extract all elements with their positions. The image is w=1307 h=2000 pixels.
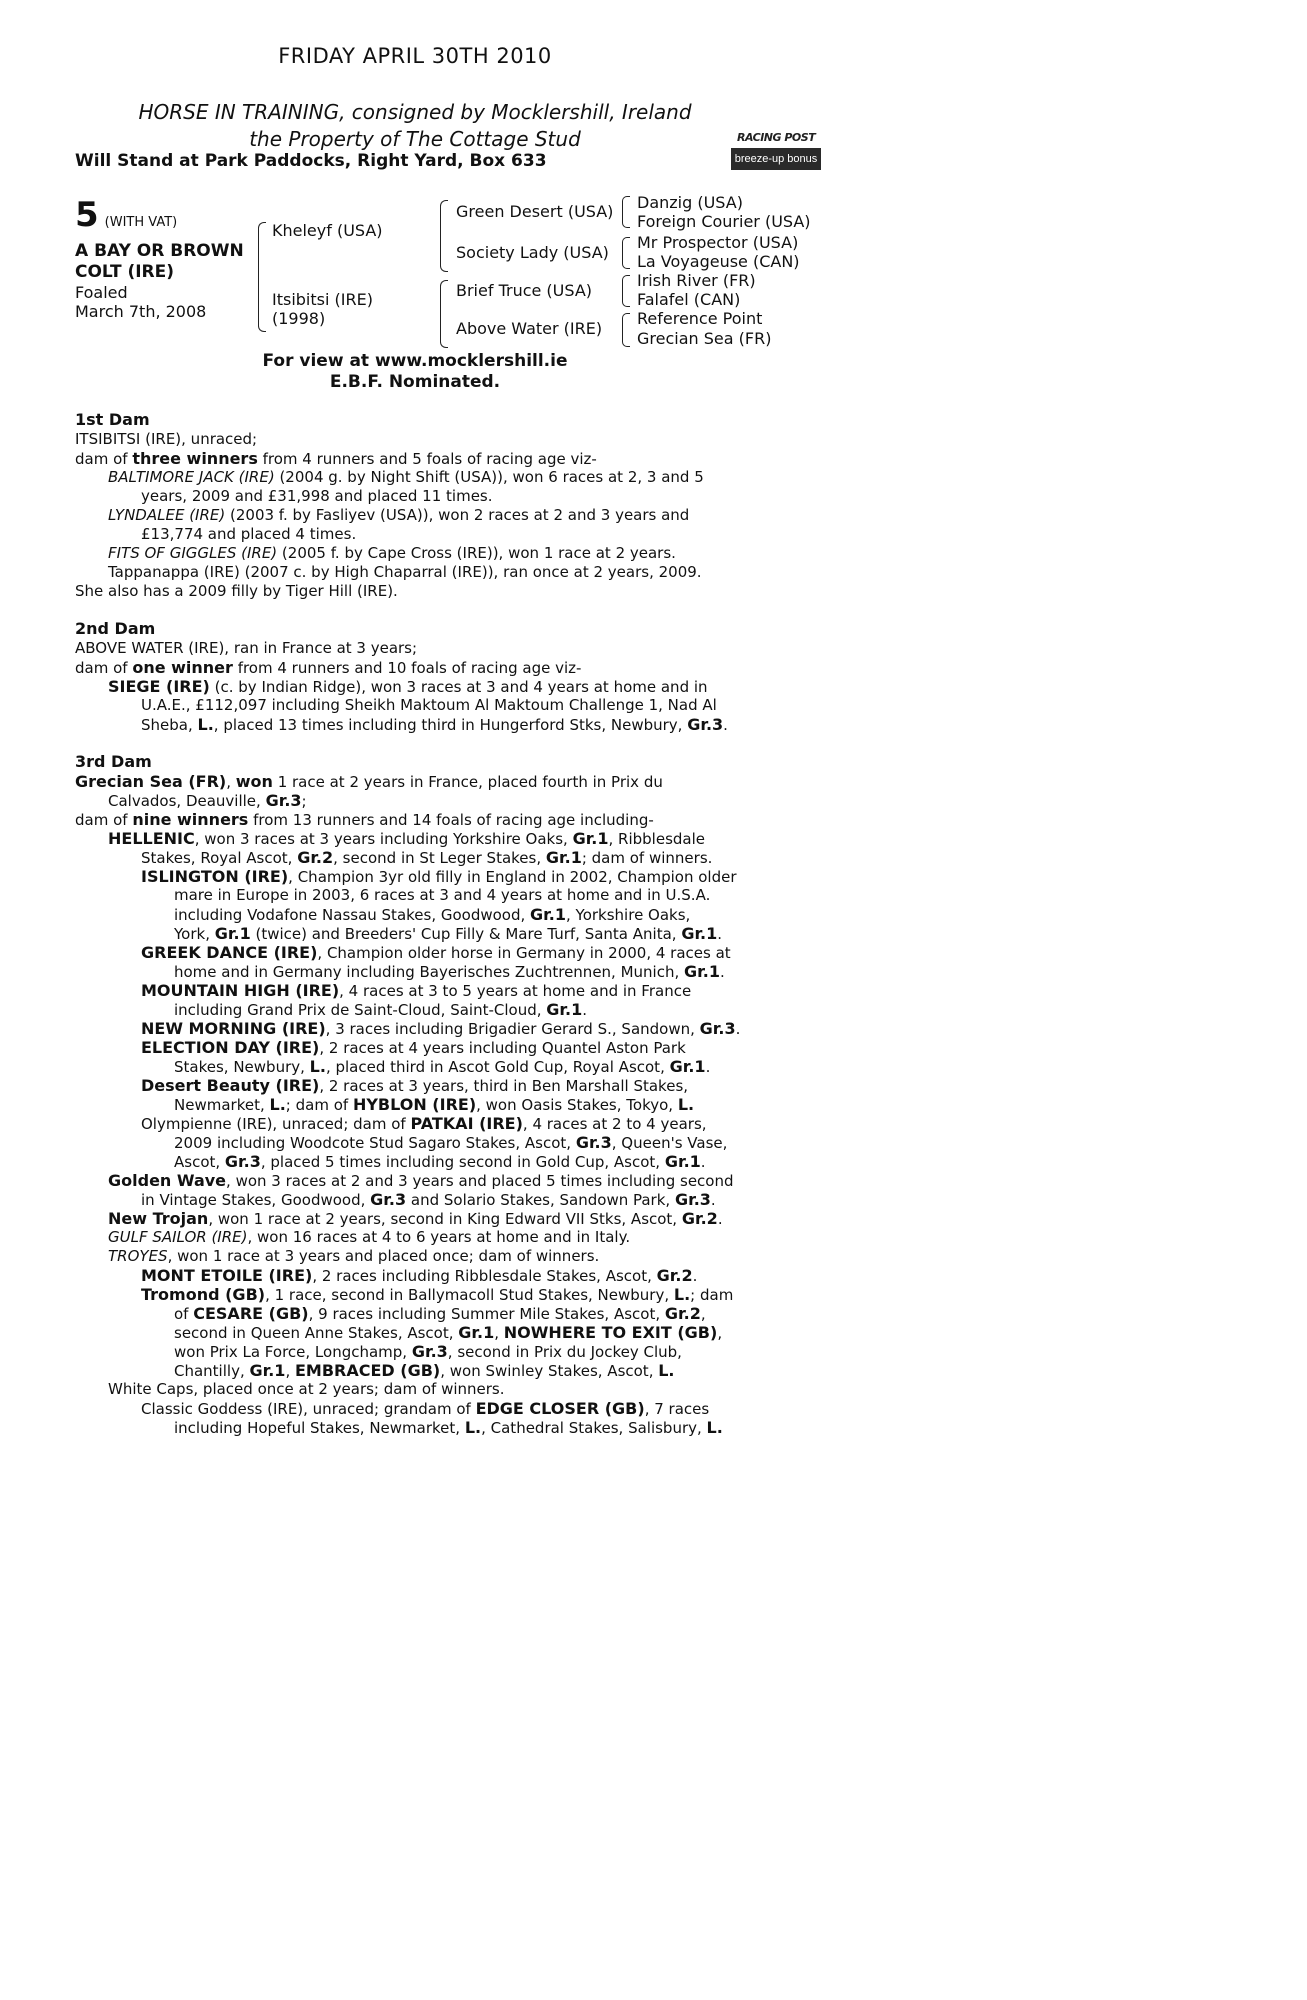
pedigree-brace-dam xyxy=(440,280,448,348)
produce-line: Sheba, L., placed 13 times including third in Hungerford Stks, Newbury, Gr.3. xyxy=(141,715,728,734)
section-heading: 3rd Dam xyxy=(75,752,152,771)
pedigree-sire-dam: Society Lady (USA) xyxy=(456,243,609,262)
produce-line: LYNDALEE (IRE) (2003 f. by Fasliyev (USA)), won 2 races at 2 and 3 years and xyxy=(108,506,690,524)
produce-line: U.A.E., £112,097 including Sheikh Maktoum Al Maktoum Challenge 1, Nad Al xyxy=(141,696,717,714)
pedigree-sds: Mr Prospector (USA) xyxy=(637,233,799,252)
foaled-label: Foaled xyxy=(75,283,128,302)
pedigree-brace-ds xyxy=(622,275,630,307)
produce-line: FITS OF GIGGLES (IRE) (2005 f. by Cape Cross (IRE)), won 1 race at 2 years. xyxy=(108,544,676,562)
produce-line: in Vintage Stakes, Goodwood, Gr.3 and Solario Stakes, Sandown Park, Gr.3. xyxy=(141,1190,716,1209)
lot-description-line2: COLT (IRE) xyxy=(75,262,175,282)
produce-line: including Grand Prix de Saint-Cloud, Saint-Cloud, Gr.1. xyxy=(174,1000,588,1019)
produce-line: Olympienne (IRE), unraced; dam of PATKAI (IRE), 4 races at 2 to 4 years, xyxy=(141,1114,707,1133)
pedigree-dss: Irish River (FR) xyxy=(637,271,756,290)
produce-line: Golden Wave, won 3 races at 2 and 3 years and placed 5 times including second xyxy=(108,1171,734,1190)
pedigree-brace-ss xyxy=(622,196,630,228)
produce-line: home and in Germany including Bayerisches Zuchtrennen, Munich, Gr.1. xyxy=(174,962,725,981)
dam-line: ITSIBITSI (IRE), unraced; xyxy=(75,430,258,448)
produce-line: SIEGE (IRE) (c. by Indian Ridge), won 3 races at 3 and 4 years at home and in xyxy=(108,677,708,696)
sale-date: FRIDAY APRIL 30TH 2010 xyxy=(278,44,552,68)
pedigree-brace-main xyxy=(258,222,266,332)
pedigree-sire-sire: Green Desert (USA) xyxy=(456,202,614,221)
produce-line: MONT ETOILE (IRE), 2 races including Ribblesdale Stakes, Ascot, Gr.2. xyxy=(141,1266,698,1285)
vat-note: (WITH VAT) xyxy=(104,215,178,230)
produce-line: New Trojan, won 1 race at 2 years, second in King Edward VII Stks, Ascot, Gr.2. xyxy=(108,1209,723,1228)
produce-line: GULF SAILOR (IRE), won 16 races at 4 to 6 years at home and in Italy. xyxy=(108,1228,631,1246)
pedigree-brace-sire xyxy=(440,200,448,272)
produce-line: £13,774 and placed 4 times. xyxy=(141,525,357,543)
property-line: the Property of The Cottage Stud xyxy=(249,127,581,151)
ebf-note: E.B.F. Nominated. xyxy=(329,372,501,392)
pedigree-ssd: Foreign Courier (USA) xyxy=(637,212,811,231)
produce-line: including Hopeful Stakes, Newmarket, L., Cathedral Stakes, Salisbury, L. xyxy=(174,1418,723,1437)
produce-line: Tromond (GB), 1 race, second in Ballymacoll Stud Stakes, Newbury, L.; dam xyxy=(141,1285,734,1304)
dam-record-line: dam of one winner from 4 runners and 10 foals of racing age viz- xyxy=(75,658,582,677)
pedigree-brace-dd xyxy=(622,313,630,347)
produce-line: 2009 including Woodcote Stud Sagaro Stakes, Ascot, Gr.3, Queen's Vase, xyxy=(174,1133,728,1152)
produce-line: second in Queen Anne Stakes, Ascot, Gr.1, NOWHERE TO EXIT (GB), xyxy=(174,1323,723,1342)
produce-line: TROYES, won 1 race at 3 years and placed once; dam of winners. xyxy=(108,1247,600,1265)
produce-line: Newmarket, L.; dam of HYBLON (IRE), won Oasis Stakes, Tokyo, L. xyxy=(174,1095,695,1114)
pedigree-dsd: Falafel (CAN) xyxy=(637,290,741,309)
dam-line: ABOVE WATER (IRE), ran in France at 3 years; xyxy=(75,639,418,657)
racing-post-logo-text: RACING POST xyxy=(737,131,816,144)
produce-line: ISLINGTON (IRE), Champion 3yr old filly in England in 2002, Champion older xyxy=(141,867,737,886)
section-heading: 2nd Dam xyxy=(75,619,156,638)
pedigree-sss: Danzig (USA) xyxy=(637,193,743,212)
dam-record-line: dam of nine winners from 13 runners and 14 foals of racing age including- xyxy=(75,810,654,829)
produce-line: NEW MORNING (IRE), 3 races including Brigadier Gerard S., Sandown, Gr.3. xyxy=(141,1019,741,1038)
produce-line: Chantilly, Gr.1, EMBRACED (GB), won Swinley Stakes, Ascot, L. xyxy=(174,1361,675,1380)
pedigree-chart xyxy=(0,0,830,350)
consignment-line: HORSE IN TRAINING, consigned by Mocklershill, Ireland xyxy=(138,100,692,124)
produce-line: mare in Europe in 2003, 6 races at 3 and 4 years at home and in U.S.A. xyxy=(174,886,711,904)
dam-record-line: dam of three winners from 4 runners and 5 foals of racing age viz- xyxy=(75,449,597,468)
lot-description-line1: A BAY OR BROWN xyxy=(75,241,244,261)
foaled-date: March 7th, 2008 xyxy=(75,302,207,321)
produce-line: including Vodafone Nassau Stakes, Goodwood, Gr.1, Yorkshire Oaks, xyxy=(174,905,691,924)
pedigree-sdd: La Voyageuse (CAN) xyxy=(637,252,800,271)
produce-line: GREEK DANCE (IRE), Champion older horse in Germany in 2000, 4 races at xyxy=(141,943,731,962)
produce-line: won Prix La Force, Longchamp, Gr.3, second in Prix du Jockey Club, xyxy=(174,1342,682,1361)
produce-line: ELECTION DAY (IRE), 2 races at 4 years including Quantel Aston Park xyxy=(141,1038,686,1057)
produce-line: She also has a 2009 filly by Tiger Hill (IRE). xyxy=(75,582,398,600)
lot-number: 5 xyxy=(75,195,99,235)
pedigree-ddd: Grecian Sea (FR) xyxy=(637,329,772,348)
produce-line: White Caps, placed once at 2 years; dam of winners. xyxy=(108,1380,505,1398)
breeze-up-bonus-badge: breeze-up bonus xyxy=(731,148,821,170)
produce-line: Ascot, Gr.3, placed 5 times including second in Gold Cup, Ascot, Gr.1. xyxy=(174,1152,706,1171)
produce-line: HELLENIC, won 3 races at 3 years including Yorkshire Oaks, Gr.1, Ribblesdale xyxy=(108,829,706,848)
produce-line: MOUNTAIN HIGH (IRE), 4 races at 3 to 5 years at home and in France xyxy=(141,981,692,1000)
produce-line: Tappanappa (IRE) (2007 c. by High Chaparral (IRE)), ran once at 2 years, 2009. xyxy=(108,563,702,581)
produce-line: BALTIMORE JACK (IRE) (2004 g. by Night Shift (USA)), won 6 races at 2, 3 and 5 xyxy=(108,468,704,486)
pedigree-brace-sd xyxy=(622,237,630,269)
stand-location: Will Stand at Park Paddocks, Right Yard, Box 633 xyxy=(75,151,547,171)
produce-line: Desert Beauty (IRE), 2 races at 3 years, third in Ben Marshall Stakes, xyxy=(141,1076,689,1095)
pedigree-dam-sire: Brief Truce (USA) xyxy=(456,281,593,300)
produce-line: Stakes, Royal Ascot, Gr.2, second in St Leger Stakes, Gr.1; dam of winners. xyxy=(141,848,713,867)
view-note: For view at www.mocklershill.ie xyxy=(262,351,568,371)
produce-line: Classic Goddess (IRE), unraced; grandam of EDGE CLOSER (GB), 7 races xyxy=(141,1399,710,1418)
pedigree-dds: Reference Point xyxy=(637,309,763,328)
produce-line: years, 2009 and £31,998 and placed 11 times. xyxy=(141,487,493,505)
pedigree-dam: Itsibitsi (IRE) xyxy=(272,290,373,309)
produce-line: of CESARE (GB), 9 races including Summer Mile Stakes, Ascot, Gr.2, xyxy=(174,1304,706,1323)
pedigree-dam-dam: Above Water (IRE) xyxy=(456,319,603,338)
produce-line: Stakes, Newbury, L., placed third in Ascot Gold Cup, Royal Ascot, Gr.1. xyxy=(174,1057,711,1076)
dam-line: Calvados, Deauville, Gr.3; xyxy=(108,791,307,810)
pedigree-dam-year: (1998) xyxy=(272,309,326,328)
pedigree-sire: Kheleyf (USA) xyxy=(272,221,383,240)
dam-line: Grecian Sea (FR), won 1 race at 2 years in France, placed fourth in Prix du xyxy=(75,772,663,791)
produce-line: York, Gr.1 (twice) and Breeders' Cup Filly & Mare Turf, Santa Anita, Gr.1. xyxy=(174,924,723,943)
section-heading: 1st Dam xyxy=(75,410,150,429)
